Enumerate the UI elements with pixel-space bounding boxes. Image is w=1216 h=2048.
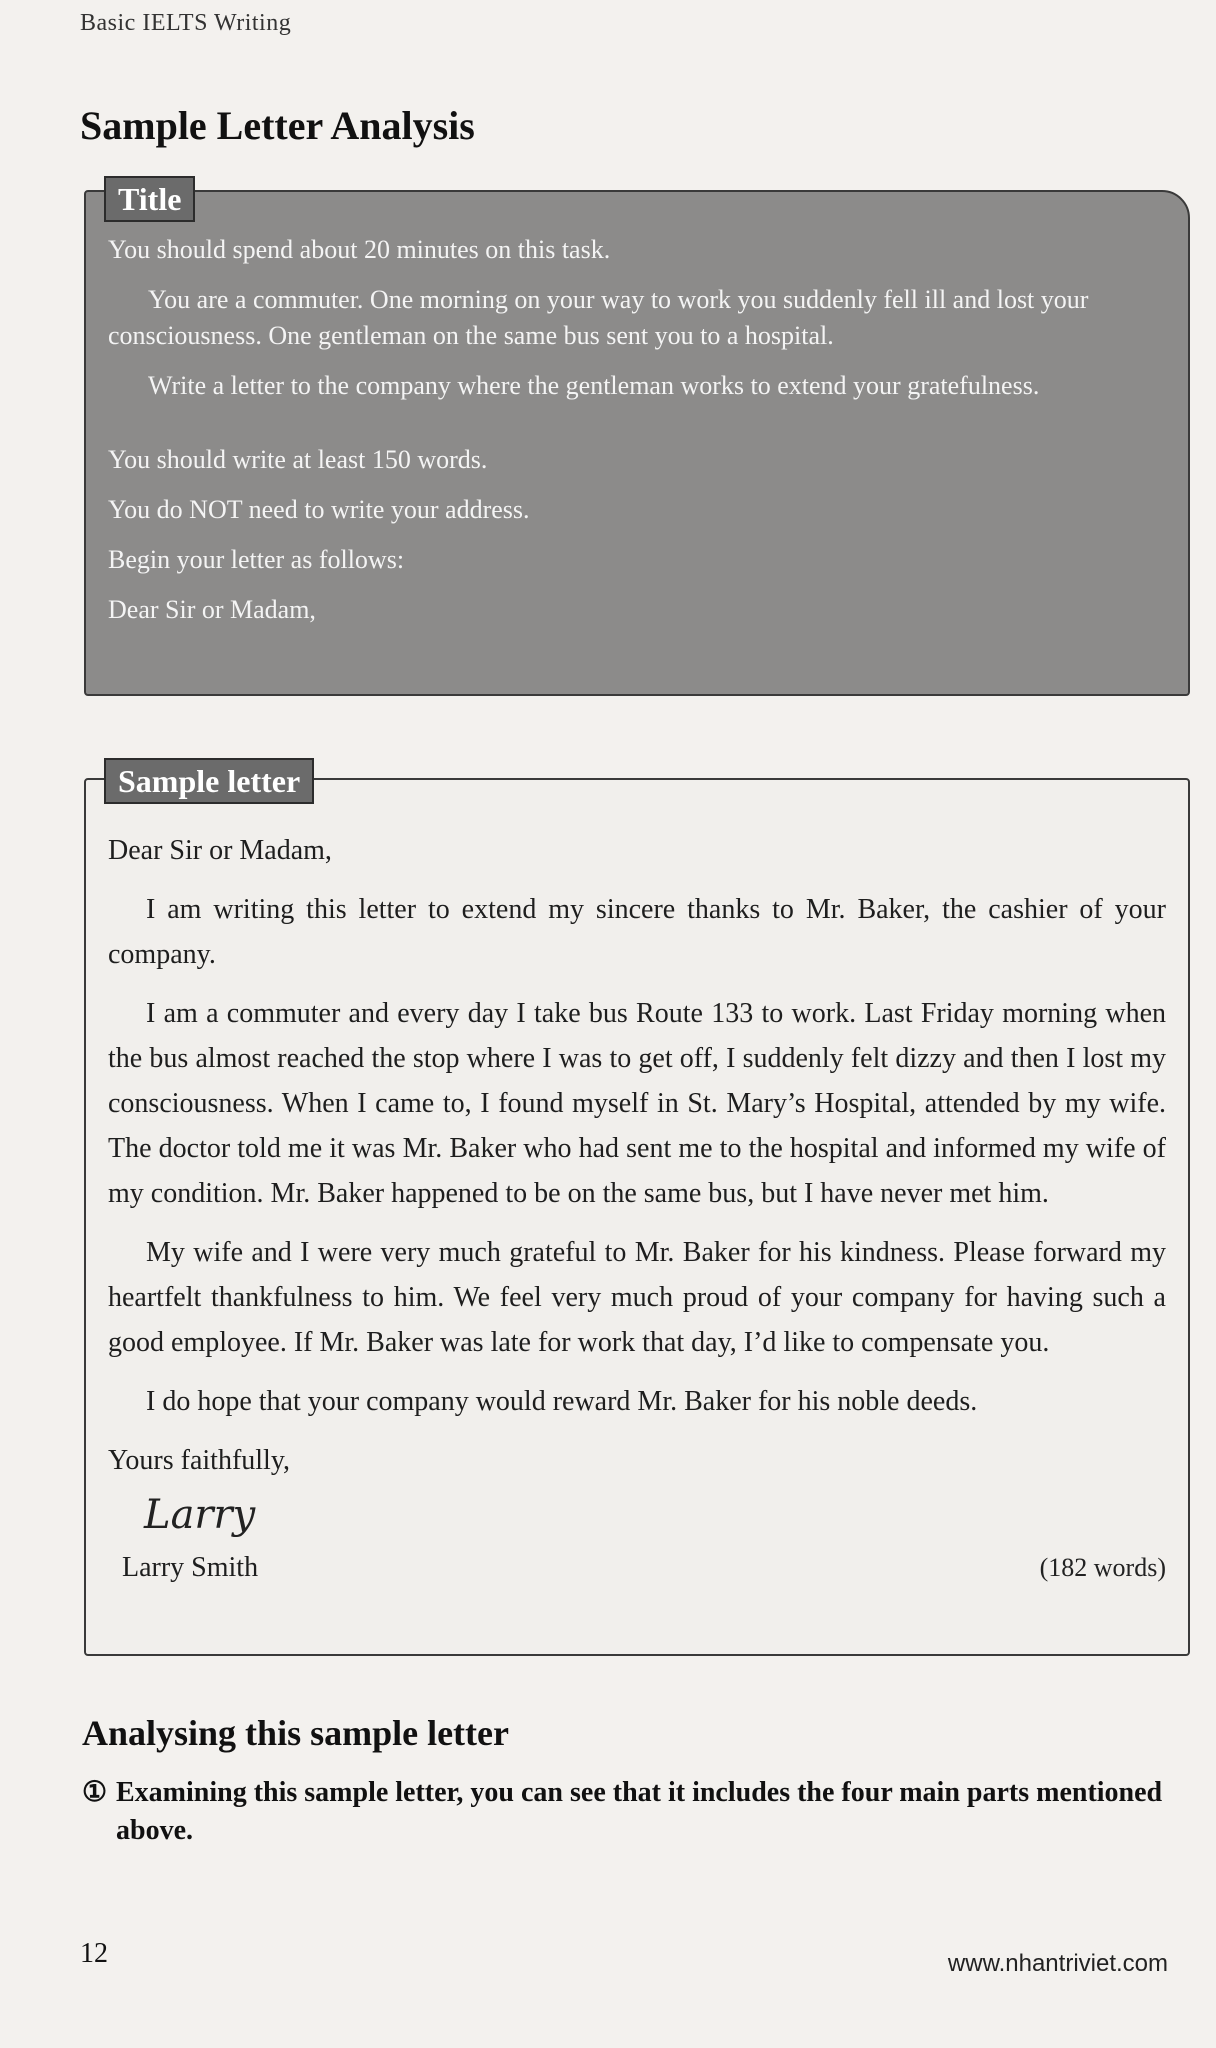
letter-salutation: Dear Sir or Madam, bbox=[108, 835, 332, 866]
task-begin-note: Begin your letter as follows: bbox=[108, 545, 405, 574]
signer-row bbox=[108, 1545, 1166, 1590]
point-text: Examining this sample letter, you can see that it includes the four main parts mentioned above. bbox=[116, 1777, 1163, 1846]
task-no-address: You do NOT need to write your address. bbox=[108, 495, 530, 524]
task-time-note: You should spend about 20 minutes on this task. bbox=[108, 235, 611, 264]
analysis-heading: Analysing this sample letter bbox=[82, 1713, 509, 1753]
point-number: ① bbox=[82, 1777, 108, 1808]
letter-closing: Yours faithfully, bbox=[108, 1445, 291, 1476]
letter-paragraph: I am writing this letter to extend my sincere thanks to Mr. Baker, the cashier of your company. bbox=[108, 894, 1166, 970]
task-instruction: Write a letter to the company where the gentleman works to extend your gratefulness. bbox=[148, 371, 1040, 400]
section-heading: Sample Letter Analysis bbox=[80, 103, 475, 148]
letter-body bbox=[108, 828, 1166, 1590]
running-head: Basic IELTS Writing bbox=[80, 10, 292, 36]
task-box bbox=[84, 181, 1190, 696]
letter-paragraph: I do hope that your company would reward Mr. Baker for his noble deeds. bbox=[146, 1386, 978, 1417]
task-min-words: You should write at least 150 words. bbox=[108, 445, 488, 474]
sample-letter-tag: Sample letter bbox=[104, 758, 314, 804]
page-number: 12 bbox=[80, 1938, 108, 1969]
task-salutation: Dear Sir or Madam, bbox=[108, 595, 316, 624]
title-tag: Title bbox=[104, 176, 195, 222]
website-url: www.nhantriviet.com bbox=[947, 1950, 1168, 1977]
letter-paragraph: I am a commuter and every day I take bus Route 133 to work. Last Friday morning when the bus almost reached the stop where I was to get off, I suddenly felt dizzy and then I lost my consciousness. When I came to, I found myself in St. Mary’s Hospital, attended by my wife. The doctor told me it was Mr. Baker who had sent me to the hospital and informed my wife of my condition. Mr. Baker happened to be on the same bus, but I have never met him. bbox=[108, 998, 1166, 1209]
task-situation: You are a commuter. One morning on your way to work you suddenly fell ill and lost your consciousness. One gentleman on the same bus sent you to a hospital. bbox=[108, 285, 1089, 350]
letter-paragraph: My wife and I were very much grateful to Mr. Baker for his kindness. Please forward my heartfelt thankfulness to him. We feel very much proud of your company for having such a good employee. If Mr. Baker was late for work that day, I’d like to compensate you. bbox=[108, 1237, 1166, 1358]
task-text bbox=[108, 232, 1170, 628]
analysis-point bbox=[82, 1774, 1192, 1850]
word-count: (182 words) bbox=[1039, 1553, 1166, 1582]
sample-letter-box bbox=[84, 763, 1190, 1656]
handwritten-signature: Larry bbox=[144, 1492, 256, 1538]
signer-name: Larry Smith bbox=[122, 1552, 259, 1583]
